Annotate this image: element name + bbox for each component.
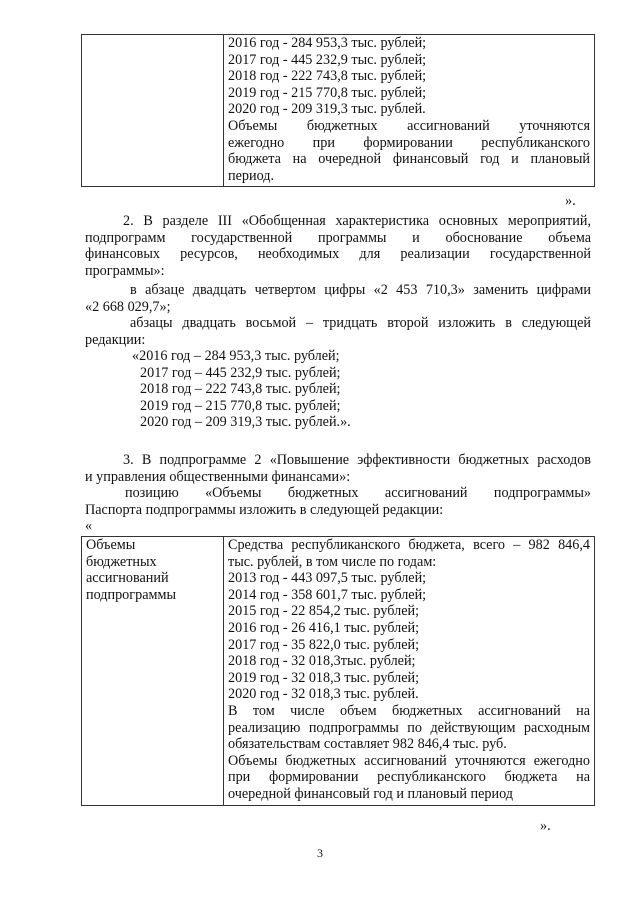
table1-line: 2016 год - 284 953,3 тыс. рублей;: [228, 35, 427, 51]
table1-note-line: ежегодно при формировании республиканского: [228, 134, 590, 151]
table1-left-cell: [82, 35, 224, 187]
table2-left-line: подпрограммы: [86, 586, 176, 603]
table2-note1-line: обязательствам составляет 982 846,4 тыс. руб.: [228, 736, 507, 753]
table1-line: 2020 год - 209 319,3 тыс. рублей.: [228, 101, 426, 118]
page-number: 3: [317, 846, 323, 860]
table2-left-cell: [82, 537, 224, 806]
item2-line: программы»:: [85, 262, 165, 279]
item2-year-line: «2016 год – 284 953,3 тыс. рублей;: [132, 348, 340, 364]
item2-sub2-line: абзацы двадцать восьмой – тридцать второй изложить в следующей: [130, 315, 591, 331]
item2-line: 2. В разделе III «Обобщенная характеристика основных мероприятий,: [123, 213, 591, 229]
table2-year-line: 2015 год - 22 854,2 тыс. рублей;: [228, 603, 420, 620]
table2-note2-line: при формировании республиканского бюджета на: [228, 769, 590, 786]
table2-left-line: Объемы: [86, 537, 136, 553]
item3-line: 3. В подпрограмме 2 «Повышение эффективности бюджетных расходов: [123, 452, 591, 468]
table1-note-line: период.: [228, 167, 275, 184]
item3-line: и управления общественными финансами»:: [85, 468, 351, 485]
item2-year-line: 2018 год – 222 743,8 тыс. рублей;: [140, 381, 341, 398]
table2-intro-line: Средства республиканского бюджета, всего – 982 846,4: [228, 537, 590, 553]
item2-subparagraph-1: [85, 282, 591, 315]
item2-year-line: 2020 год – 209 319,3 тыс. рублей.».: [140, 414, 351, 431]
item2-subparagraph-2: [85, 315, 591, 348]
table1-right-cell: [224, 35, 595, 187]
item2-sub1-line: в абзаце двадцать четвертом цифры «2 453 710,3» заменить цифрами: [130, 282, 591, 298]
table2-year-line: 2018 год - 32 018,3тыс. рублей;: [228, 653, 416, 670]
item3-paragraph: [85, 452, 591, 485]
table2-left-line: ассигнований: [86, 570, 169, 587]
table2-right-cell: [224, 537, 595, 806]
table2-note2-line: очередной финансовый год и плановый период: [228, 785, 513, 802]
item2-year-line: 2019 год – 215 770,8 тыс. рублей;: [140, 397, 341, 414]
table2-left-line: бюджетных: [86, 553, 157, 570]
table1-line: 2018 год - 222 743,8 тыс. рублей;: [228, 68, 427, 85]
table1-note-line: Объемы бюджетных ассигнований уточняются: [228, 117, 590, 134]
table2-year-line: 2020 год - 32 018,3 тыс. рублей.: [228, 686, 419, 703]
table1-note-line: бюджета на очередной финансовый год и плановый: [228, 151, 590, 168]
item2-years: [132, 348, 532, 431]
item3-sub-line: Паспорта подпрограммы изложить в следующей редакции:: [85, 501, 444, 518]
item3-subparagraph: [85, 485, 591, 518]
item2-line: финансовых ресурсов, необходимых для реализации государственной: [85, 246, 591, 263]
table2-year-line: 2019 год - 32 018,3 тыс. рублей;: [228, 669, 420, 686]
closing-quote: ».: [540, 818, 551, 834]
table1-line: 2017 год - 445 232,9 тыс. рублей;: [228, 51, 427, 68]
table2-note1-line: В том числе объем бюджетных ассигнований на: [228, 702, 590, 719]
table2-note2-line: Объемы бюджетных ассигнований уточняются ежегодно: [228, 752, 590, 769]
table2-year-line: 2013 год - 443 097,5 тыс. рублей;: [228, 570, 427, 587]
item2-line: подпрограмм государственной программы и обоснование объема: [85, 229, 591, 246]
table1-line: 2019 год - 215 770,8 тыс. рублей;: [228, 84, 427, 101]
table2-intro-line: тыс. рублей, в том числе по годам:: [228, 553, 437, 570]
table2-year-line: 2016 год - 26 416,1 тыс. рублей;: [228, 619, 420, 636]
table2-year-line: 2017 год - 35 822,0 тыс. рублей;: [228, 636, 420, 653]
item3-sub-line: позицию «Объемы бюджетных ассигнований подпрограммы»: [125, 485, 591, 501]
item2-year-line: 2017 год – 445 232,9 тыс. рублей;: [140, 364, 341, 381]
table2-year-line: 2014 год - 358 601,7 тыс. рублей;: [228, 586, 427, 603]
closing-quote: ».: [565, 193, 576, 209]
table2-note1-line: реализацию подпрограммы по действующим расходным: [228, 719, 590, 736]
item2-sub1-line: «2 668 029,7»;: [85, 298, 171, 315]
budget-table-continuation: [81, 34, 595, 187]
opening-quote: «: [85, 518, 93, 534]
item2-sub2-line: редакции:: [85, 331, 146, 348]
budget-allocation-table: [81, 536, 595, 806]
item2-paragraph: [85, 213, 591, 279]
